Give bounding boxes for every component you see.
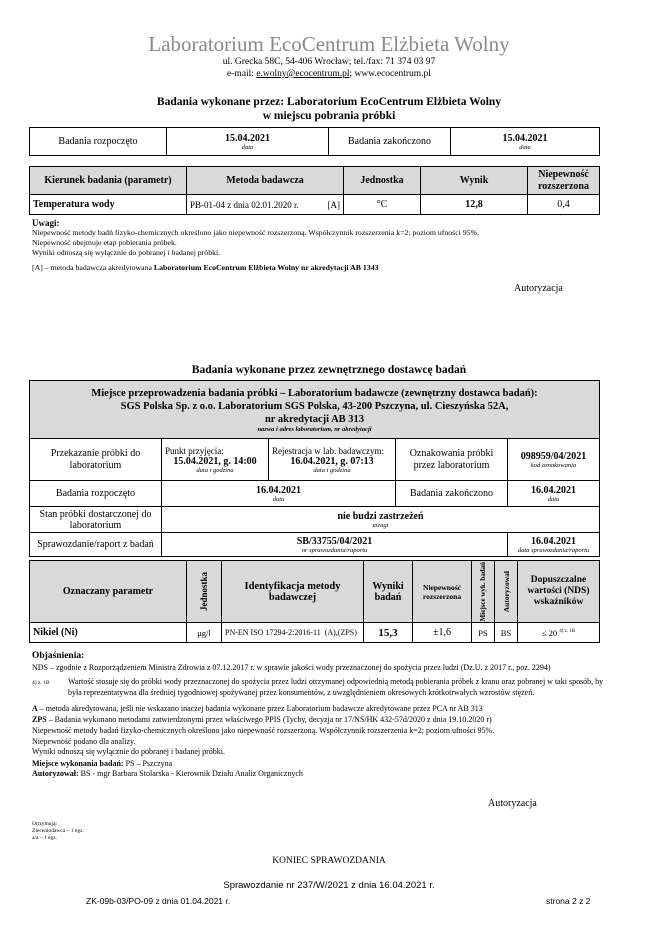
section1-results-table [29, 166, 600, 215]
header-result: Wynik [421, 167, 528, 195]
row-param-2: Nikiel (Ni) [30, 623, 187, 643]
row-result: 12,8 [421, 195, 528, 215]
start-date-2: 16.04.2021 [256, 484, 301, 496]
report-footer: Sprawozdanie nr 237/W/2021 z dnia 16.04.2021 r. [223, 880, 435, 891]
row-unit-2: μg/l [187, 623, 222, 643]
row-uncertainty: 0,4 [528, 195, 600, 215]
transfer-label: Przekazanie próbki do laboratorium [30, 439, 162, 481]
row-auth: BS [495, 623, 518, 643]
header-nds: Dopuszczalne wartości (NDS) wskaźników [518, 561, 600, 623]
document-code: ZK-09b-03/PO-09 z dnia 01.04.2021 r. [86, 896, 231, 906]
end-label: Badania zakończono [329, 128, 451, 156]
row-uncertainty-2: ±1,6 [413, 623, 472, 643]
start-label-2: Badania rozpoczęto [30, 481, 162, 507]
end-of-report: KONIEC SPRAWOZDANIA [272, 856, 386, 866]
header-uncertainty: Niepewność rozszerzona [528, 167, 600, 195]
row-result-2: 15,3 [364, 623, 413, 643]
page-number: strona 2 z 2 [546, 896, 591, 906]
sample-code-label: Oznakowania próbki przez laboratorium [396, 439, 508, 481]
header-result-2: Wyniki badań [364, 561, 413, 623]
section2-info-table: Miejsce przeprowadzenia badania próbki – Laboratorium badawcze (zewnętrzny dostawca badań): SGS Polska Sp. z o.o. Laboratorium SGS Polska, 43-200 Pszczyna, ul. Cieszyńska 52A, nr akredytacji AB 313 nazwa i adres laboratorium, nr akredytacji Przekazanie próbki do laboratorium Punkt przyjęcia: 15.04.2021, g. 14:00 data i godzina Rejestracja w lab. badawczym: 16.04.2021, g. 07:13 data i godzina Oznakowania próbki przez laboratorium 098959/04/2021 kod oznakowania Badania rozpoczęto 16.04.2021 data Badania zakończono 16.04.2021 data Stan próbki dostarczonej do laboratorium nie budzi zastrzeżeń uwagi Sprawozdanie/raport z badań SB/33755/04/2021 nr sprawozdania/raportu 16.04.2021 data sprawozdania/raportu [29, 380, 600, 557]
end-label-2: Badania zakończono [396, 481, 508, 507]
state-value: nie budzi zastrzeżeń [337, 510, 424, 522]
distribution-list: Otrzymują: Zleceniodawca – 1 egz. a/a – 1 egz. [32, 821, 84, 841]
header-unit: Jednostka [344, 167, 421, 195]
row-place: PS [472, 623, 495, 643]
header-param-2: Oznaczany parametr [30, 561, 187, 623]
row-method: PB-01-04 z dnia 02.01.2020 r. [A] [187, 195, 344, 215]
section2-authorization: Autoryzacja [488, 798, 537, 809]
email-link[interactable]: e.wolny@ecocentrum.pl [256, 69, 350, 79]
section1-title-line2: w miejscu pobrania próbki [262, 110, 396, 122]
start-date: 15.04.2021 [225, 132, 270, 144]
lab-name-header: Laboratorium EcoCentrum Elżbieta Wolny [148, 32, 510, 56]
end-date-2: 16.04.2021 [531, 484, 576, 496]
header-place: Miejsce wyk. badań [479, 561, 487, 622]
row-nds: ≤ 20 $^{4) z. 1B}$ [518, 623, 600, 643]
report-date: 16.04.2021 [531, 535, 576, 547]
header-param: Kierunek badania (parametr) [30, 167, 187, 195]
section1-notes: Uwagi: Niepewność metody badń fizyko-chemicznych określono jako niepewność rozszerzoną. Współczynnik rozszerzenia k=2; poziom ufności 95%. Niepewność obejmuje etap pobierania próbek. Wyniki odnoszą się wyłącznie do pobranej i badanej próbki. [A] – metoda badawcza akredytowana Laboratorium EcoCentrum Elżbieta Wolny nr akredytacji AB 1343 [32, 218, 480, 272]
header-unit-2: Jednostka [199, 571, 209, 611]
section2-notes: Objaśnienia: NDS – zgodnie z Rozporządzeniem Ministra Zdrowia z 07.12.2017 r. w sprawie jakości wody przeznaczonej do spożycia przez ludzi (Dz.U. z 2017 r., poz. 2294) 4) z. 1B Wartość stosuje się do próbki wody przeznaczonej do spożycia przez ludzi otrzymanej odpowiednią metodą pobierania próbek z kranu oraz pobranej w taki sposób, by była reprezentatywna dla średniej tygodniowej spożywanej przez konsumentów, z uwzględnieniem okresowych krótkotrwałych wzrostów stężeń. A – metoda akredytowana, jeśli nie wskazano inaczej badania wykonane przez Laboratorium badawcze akredytowane przez PCA nr AB 313 ZPS – Badania wykonano metodami zatwierdzonymi przez właściwego PPIS (Tychy, decyzja nr 17/NS/HK 432-57d/2020 z dnia 19.10.2020 r) Niepewność metody badań fizyko-chemicznych określono jako niepewność rozszerzoną. Współczynnik rozszerzenia k=2; poziom ufności 95%. Niepewność podano dla analizy. Wyniki odnoszą się wyłącznie do pobranej i badanej próbki. Miejsce wykonania badań: PS – Pszczyna Autoryzował: BS - mgr Barbara Stolarska - Kierownik Działu Analiz Organicznych [32, 651, 604, 778]
header-method-2: Identyfikacja metody badawczej [222, 561, 364, 623]
header-method: Metoda badawcza [187, 167, 344, 195]
section1-dates-table: Badania rozpoczęto 15.04.2021 data Badania zakończono 15.04.2021 data [29, 127, 600, 156]
row-param: Temperatura wody [30, 195, 187, 215]
registration-cell: Rejestracja w lab. badawczym: 16.04.2021, g. 07:13 data i godzina [269, 439, 396, 481]
state-label: Stan próbki dostarczonej do laboratorium [30, 507, 162, 533]
receipt-cell: Punkt przyjęcia: 15.04.2021, g. 14:00 data i godzina [162, 439, 269, 481]
section2-results-table [29, 560, 600, 643]
lab-address: ul. Grecka 58C, 54-406 Wrocław; tel./fax: 71 374 03 97 [222, 57, 436, 67]
header-uncertainty-2: Niepewność rozszerzona [413, 561, 472, 623]
start-label: Badania rozpoczęto [30, 128, 167, 156]
section1-title-line1: Badania wykonane przez: Laboratorium EcoCentrum Elżbieta Wolny [156, 96, 502, 108]
header-auth: Autoryzował [501, 570, 511, 613]
end-date: 15.04.2021 [502, 132, 548, 144]
section2-title: Badania wykonane przez zewnętrznego dostawcę badań [191, 364, 467, 376]
lab-contact: e-mail: e.wolny@ecocentrum.pl; www.ecocentrum.pl [227, 69, 431, 79]
test-place: Miejsce przeprowadzenia badania próbki – Laboratorium badawcze (zewnętrzny dostawca badań): SGS Polska Sp. z o.o. Laboratorium SGS Polska, 43-200 Pszczyna, ul. Cieszyńska 52A, nr akredytacji AB 313 nazwa i adres laboratorium, nr akredytacji [30, 381, 600, 439]
row-method-2: PN-EN ISO 17294-2:2016-11 (A),(ZPS) [222, 623, 364, 643]
row-unit: °C [344, 195, 421, 215]
section1-authorization: Autoryzacja [514, 283, 563, 294]
sample-code-value: 098959/04/2021 [520, 450, 587, 462]
report-label: Sprawozdanie/raport z badań [30, 533, 162, 557]
report-number: SB/33755/04/2021 [296, 535, 373, 547]
